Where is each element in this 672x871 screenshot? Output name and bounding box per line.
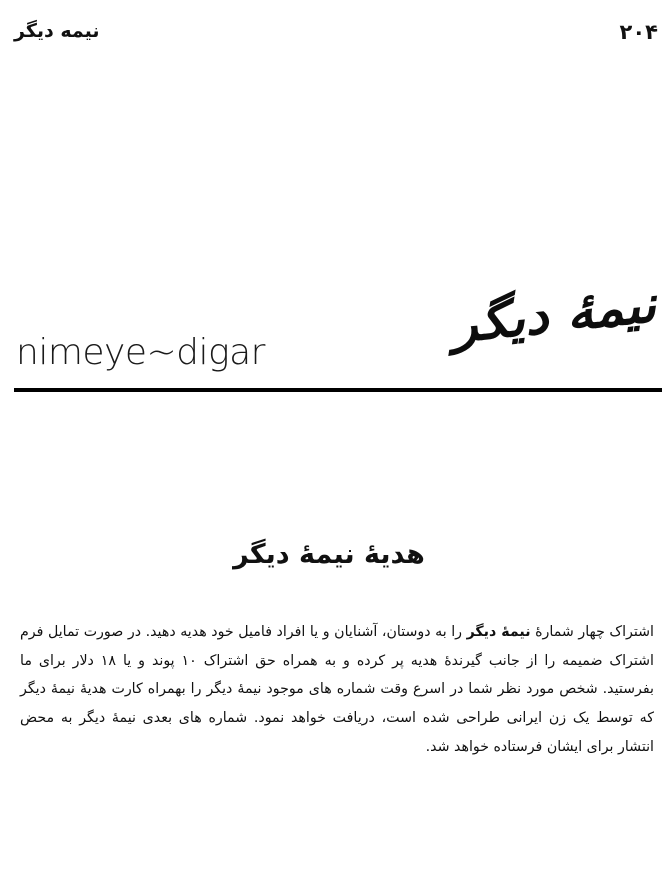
body-text-start: اشتراک چهار شمارهٔ — [530, 624, 654, 641]
running-title: نیمه دیگر — [14, 20, 100, 42]
latin-title: nimeye~digar — [16, 332, 265, 373]
section-heading: هدیهٔ نیمهٔ دیگر — [233, 539, 425, 571]
body-paragraph — [20, 618, 654, 761]
body-text-rest: را به دوستان، آشنایان و یا افراد فامیل خود هدیه دهید. در صورت تمایل فرم اشتراک ضمیمه را از جانب گیرندهٔ هدیه پر کرده و به همراه حق اشتراک ۱۰ پوند و یا ۱۸ دلار برای ما بفرستید. شخص مورد نظر شما در اسرع وقت شماره های موجود نیمهٔ دیگر را بهمراه کارت هدیهٔ نیمهٔ دیگر که توسط یک زن ایرانی طراحی شده است، دریافت خواهد نمود. شماره های بعدی نیمهٔ دیگر به محض انتشار برای ایشان فرستاده خواهد شد. — [20, 624, 654, 755]
masthead — [14, 256, 662, 396]
body-text-bold: نیمهٔ دیگر — [466, 624, 531, 641]
page-number: ۲۰۴ — [619, 20, 658, 44]
running-header — [14, 20, 658, 54]
masthead-rule — [14, 388, 662, 392]
persian-logo: نیمهٔ دیگر — [448, 274, 660, 355]
